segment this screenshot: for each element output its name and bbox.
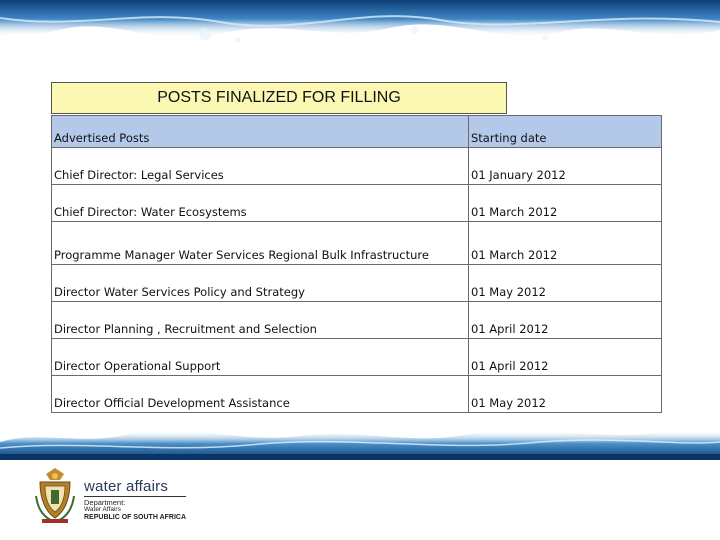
table-row xyxy=(52,222,662,265)
start-date-cell: 01 May 2012 xyxy=(469,376,662,413)
post-title-cell: Director Planning , Recruitment and Selection xyxy=(52,302,469,339)
table-row xyxy=(52,376,662,413)
table-row xyxy=(52,148,662,185)
coat-of-arms-icon xyxy=(34,466,76,524)
start-date-cell: 01 May 2012 xyxy=(469,265,662,302)
table-row xyxy=(52,265,662,302)
post-title-cell: Director Operational Support xyxy=(52,339,469,376)
post-title-cell: Director Water Services Policy and Strategy xyxy=(52,265,469,302)
logo-divider xyxy=(84,496,186,497)
logo-department: Department: xyxy=(84,498,126,507)
table-header-row xyxy=(52,116,662,148)
table-row xyxy=(52,339,662,376)
posts-table xyxy=(51,115,662,413)
logo-name: water affairs xyxy=(84,478,169,495)
water-affairs-logo xyxy=(34,466,194,528)
column-header-advertised-posts: Advertised Posts xyxy=(52,116,469,148)
column-header-starting-date: Starting date xyxy=(469,116,662,148)
post-title-cell: Chief Director: Water Ecosystems xyxy=(52,185,469,222)
post-title-cell: Programme Manager Water Services Regional Bulk Infrastructure xyxy=(52,222,469,265)
logo-department-name: Water Affairs xyxy=(84,506,121,513)
start-date-cell: 01 April 2012 xyxy=(469,302,662,339)
table-row xyxy=(52,185,662,222)
post-title-cell: Chief Director: Legal Services xyxy=(52,148,469,185)
start-date-cell: 01 April 2012 xyxy=(469,339,662,376)
logo-country: REPUBLIC OF SOUTH AFRICA xyxy=(84,514,187,521)
start-date-cell: 01 March 2012 xyxy=(469,222,662,265)
table-row xyxy=(52,302,662,339)
start-date-cell: 01 January 2012 xyxy=(469,148,662,185)
water-splash-top xyxy=(0,0,720,62)
start-date-cell: 01 March 2012 xyxy=(469,185,662,222)
water-splash-bottom xyxy=(0,420,720,460)
page-title: POSTS FINALIZED FOR FILLING xyxy=(51,82,507,114)
post-title-cell: Director Official Development Assistance xyxy=(52,376,469,413)
